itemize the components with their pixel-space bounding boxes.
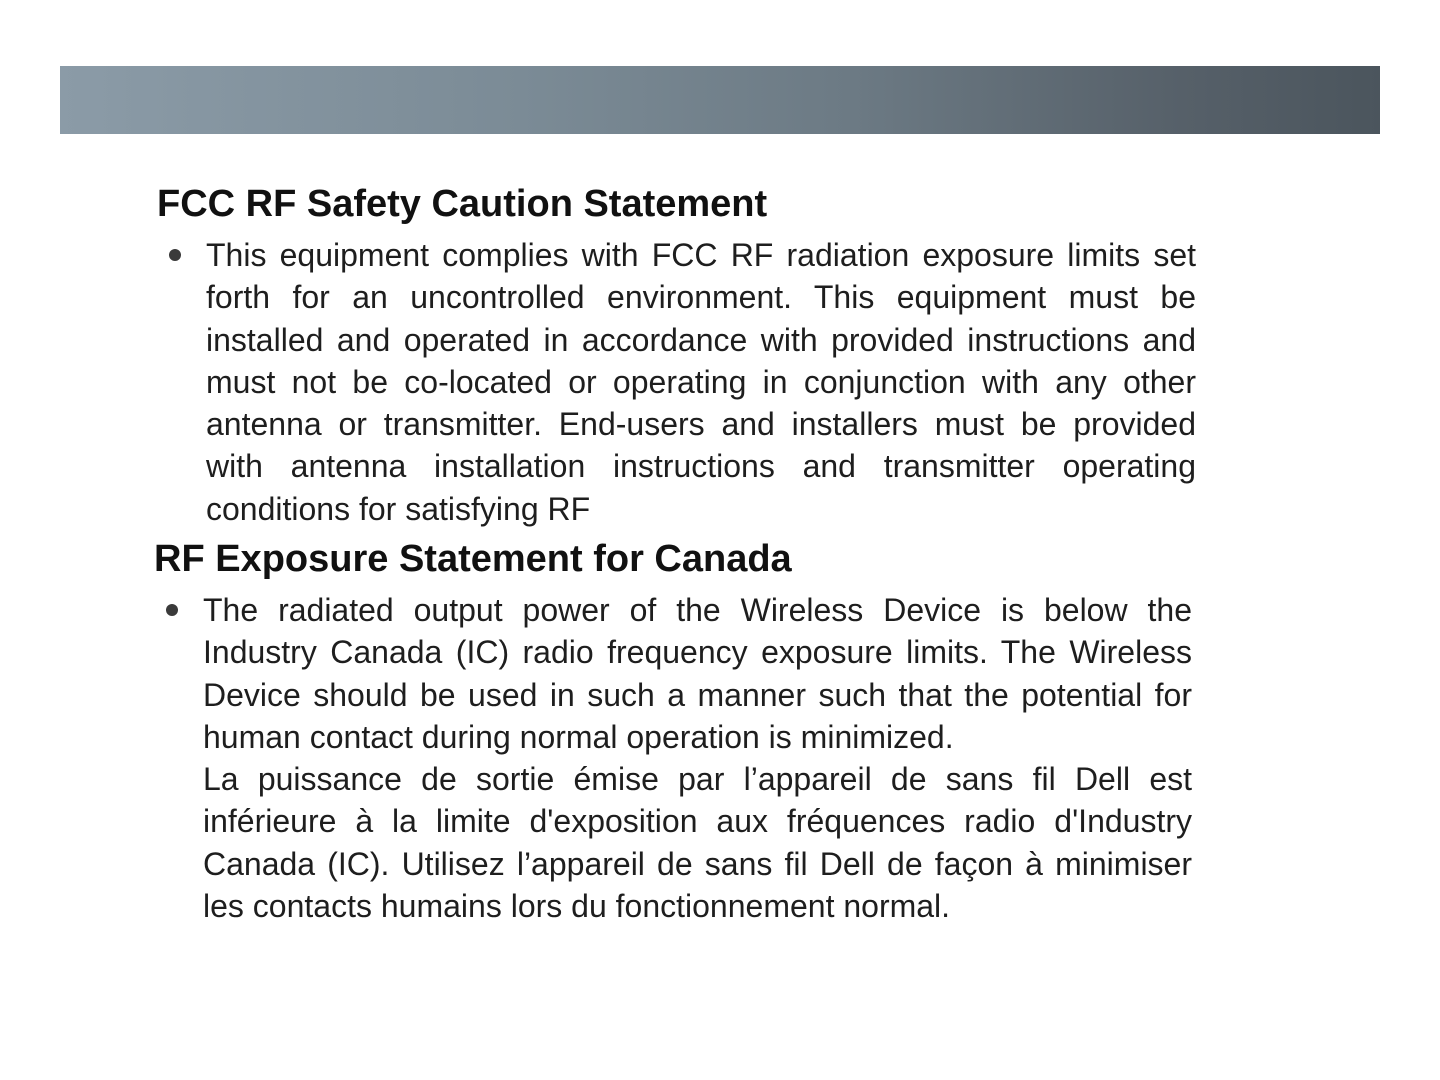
header-banner: [60, 66, 1380, 134]
fcc-section: [157, 180, 1207, 530]
canada-statement-french: La puissance de sortie émise par l’appareil de sans fil Dell est inférieure à la limite d'exposition aux fréquences radio d'Industry Canada (IC). Utilisez l’appareil de sans fil Dell de façon à minimiser les contacts humains lors du fonctionnement normal.: [203, 761, 1192, 925]
bullet-icon: [166, 604, 178, 616]
bullet-icon: [169, 249, 181, 261]
fcc-statement-text: This equipment complies with FCC RF radiation exposure limits set forth for an uncontrolled environment. This equipment must be installed and operated in accordance with provided instructions and must not be co-located or operating in conjunction with any other antenna or transmitter. End-users and installers must be provided with antenna installation instructions and transmitter operating conditions for satisfying RF: [206, 237, 1196, 527]
canada-bullet-item: [154, 589, 1204, 927]
canada-statement-english: The radiated output power of the Wireless Device is below the Industry Canada (IC) radio frequency exposure limits. The Wireless Device should be used in such a manner such that the potential for human contact during normal operation is minimized.: [203, 592, 1192, 755]
canada-section-title: RF Exposure Statement for Canada: [154, 538, 792, 580]
fcc-section-title: FCC RF Safety Caution Statement: [157, 183, 768, 225]
canada-section: [154, 535, 1204, 927]
fcc-bullet-item: [157, 234, 1207, 530]
